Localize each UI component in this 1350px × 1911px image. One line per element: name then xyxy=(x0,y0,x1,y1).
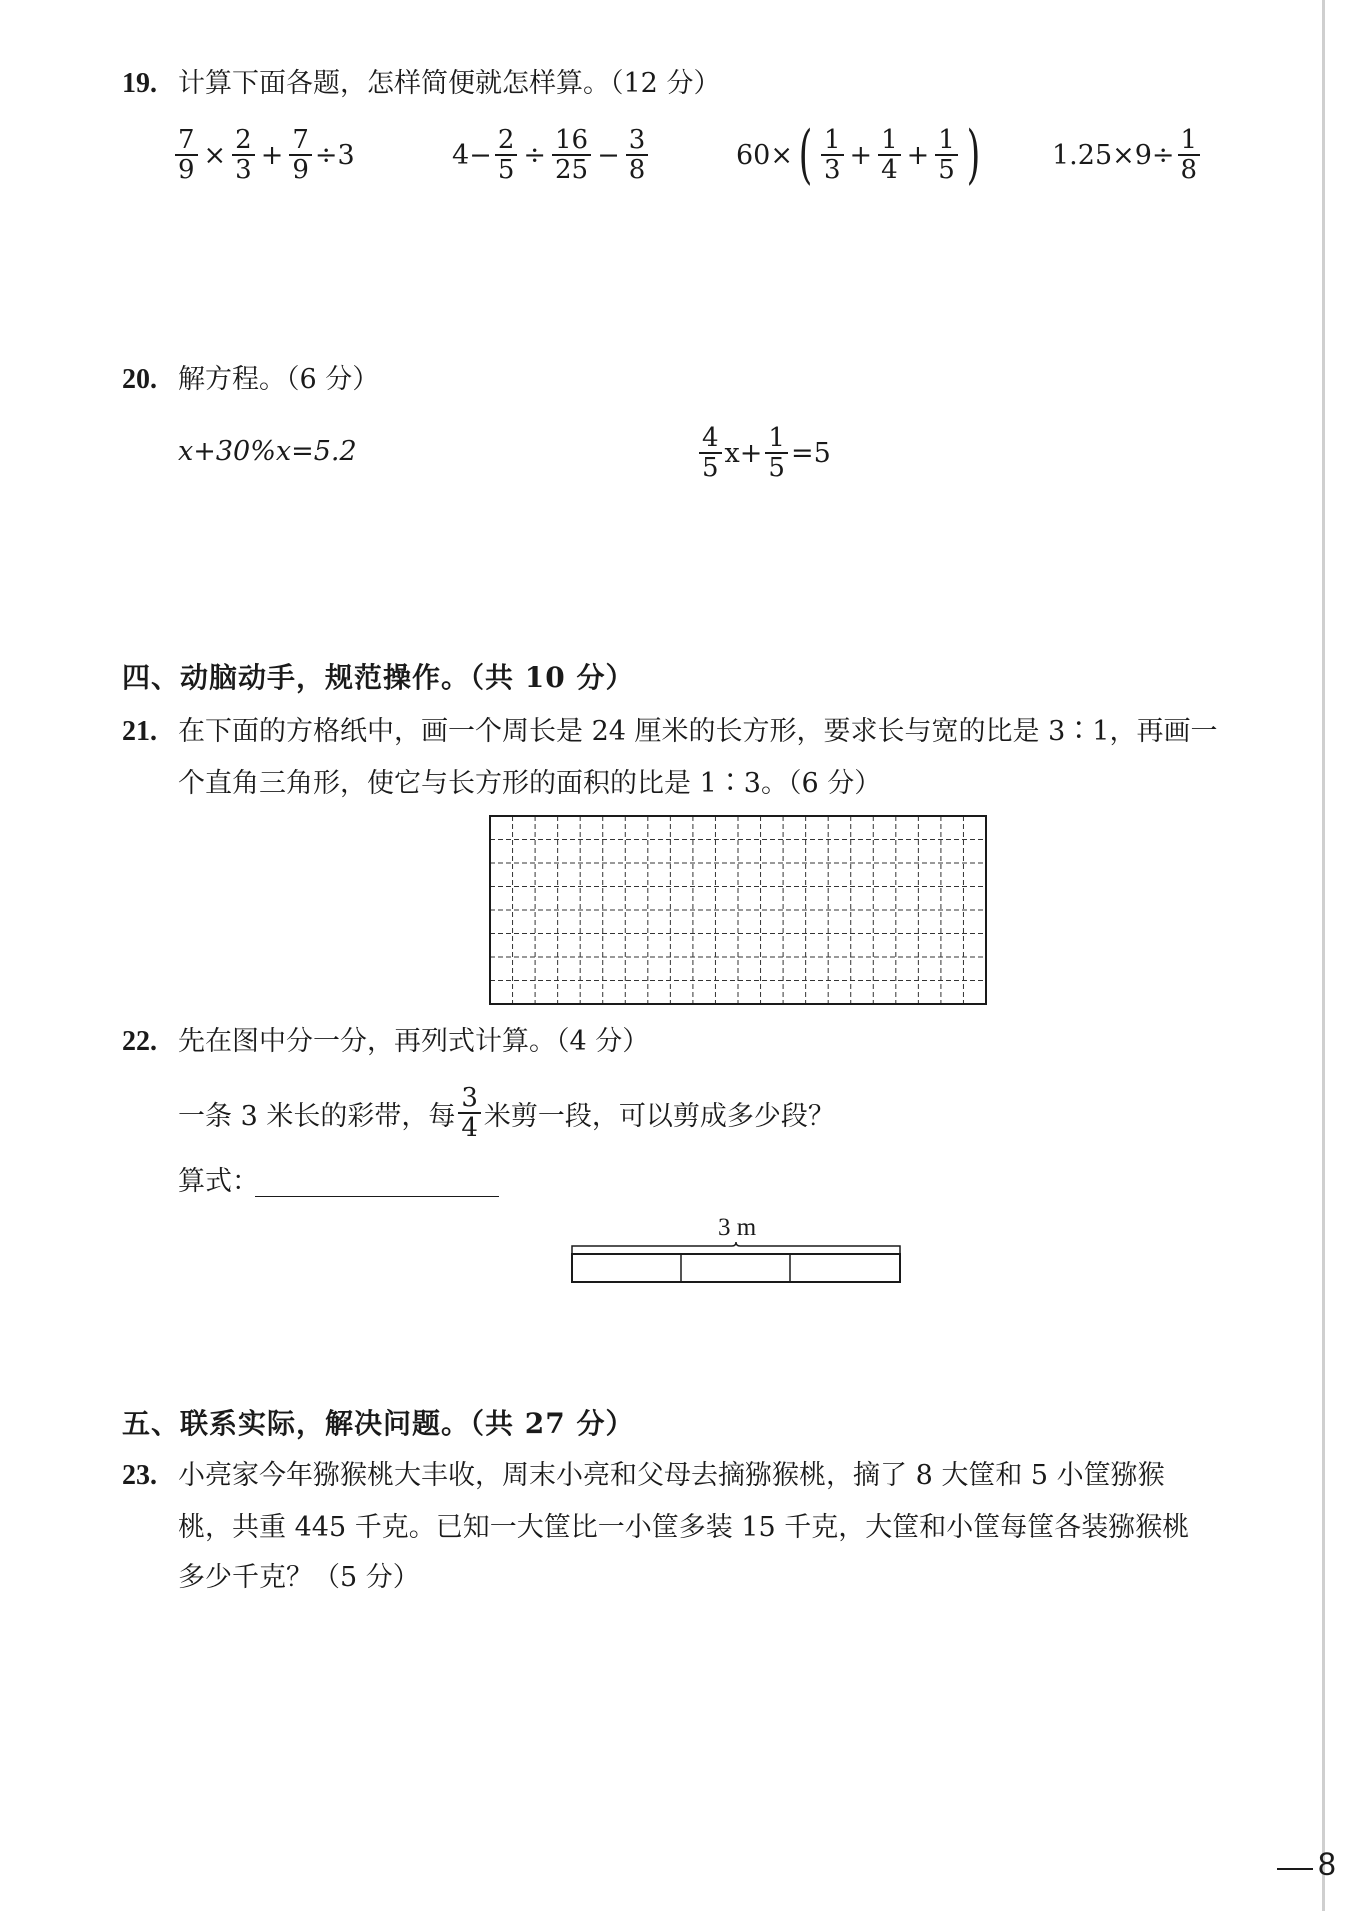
question-23-line-2: 桃，共重 445 千克。已知一大筐比一小筐多装 15 千克，大筐和小筐每筐各装猕猴桃 xyxy=(178,1512,1190,1543)
question-21-line-1: 在下面的方格纸中，画一个周长是 24 厘米的长方形，要求长与宽的比是 3∶1，再画一 xyxy=(178,716,1218,747)
grid-paper[interactable] xyxy=(488,814,988,1006)
q19-expression-3: 60× ( $\frac{1}{3}$ + $\frac{1}{4}$ + $\frac{1}{5}$ ) xyxy=(736,118,981,192)
question-19-number: 19. xyxy=(122,68,157,99)
fraction: $\frac{3}{8}$ xyxy=(626,126,649,184)
fraction: $\frac{3}{4}$ xyxy=(458,1084,481,1142)
question-23-line-3: 多少千克？（5 分） xyxy=(178,1562,420,1593)
fraction: $\frac{1}{8}$ xyxy=(1178,126,1201,184)
question-23-line-1: 小亮家今年猕猴桃大丰收，周末小亮和父母去摘猕猴桃，摘了 8 大筐和 5 小筐猕猴 xyxy=(178,1460,1165,1491)
fraction: $\frac{1}{5}$ xyxy=(765,424,788,482)
question-20-number: 20. xyxy=(122,364,157,395)
section-4-title: 四、动脑动手，规范操作。（共 10 分） xyxy=(122,661,635,694)
fraction: $\frac{1}{5}$ xyxy=(935,126,958,184)
q20-equation-1: x+30%x=5.2 xyxy=(178,436,357,467)
section-5-title: 五、联系实际，解决问题。（共 27 分） xyxy=(122,1407,635,1440)
fraction: $\frac{16}{25}$ xyxy=(552,126,591,184)
q20-equation-2: $\frac{4}{5}$ x+ $\frac{1}{5}$ =5 xyxy=(696,418,831,488)
question-19-text: 计算下面各题，怎样简便就怎样算。（12 分） xyxy=(178,68,721,99)
ribbon-bar xyxy=(572,1254,900,1282)
question-22-text: 先在图中分一分，再列式计算。（4 分） xyxy=(178,1026,650,1057)
question-20-text: 解方程。（6 分） xyxy=(178,364,380,395)
fraction: $\frac{4}{5}$ xyxy=(699,424,722,482)
page-number: 8 xyxy=(1318,1846,1336,1882)
q19-expression-4: 1.25×9÷ $\frac{1}{8}$ xyxy=(1052,120,1203,190)
question-22-number: 22. xyxy=(122,1026,157,1057)
fraction: $\frac{7}{9}$ xyxy=(175,126,198,184)
formula-answer-line[interactable] xyxy=(255,1196,499,1197)
ribbon-diagram[interactable] xyxy=(568,1240,904,1286)
bar-length-label: 3 m xyxy=(718,1214,757,1241)
fraction: $\frac{2}{5}$ xyxy=(495,126,518,184)
fraction: $\frac{1}{4}$ xyxy=(878,126,901,184)
page-number-dash xyxy=(1277,1868,1313,1870)
q19-expression-1: $\frac{7}{9}$ × $\frac{2}{3}$ + $\frac{7}{9}$ ÷3 xyxy=(172,120,355,190)
page-edge xyxy=(1322,0,1325,1911)
length-brace xyxy=(572,1242,900,1254)
fraction: $\frac{7}{9}$ xyxy=(289,126,312,184)
question-21-line-2: 个直角三角形，使它与长方形的面积的比是 1∶3。（6 分） xyxy=(178,768,882,799)
formula-label: 算式： xyxy=(178,1166,259,1197)
q19-expression-2: 4− $\frac{2}{5}$ ÷ $\frac{16}{25}$ − $\frac{3}{8}$ xyxy=(452,120,651,190)
q22-problem: 一条 3 米长的彩带，每 $\frac{3}{4}$ 米剪一段，可以剪成多少段？ xyxy=(178,1083,835,1143)
question-21-number: 21. xyxy=(122,716,157,747)
question-23-number: 23. xyxy=(122,1460,157,1491)
fraction: $\frac{1}{3}$ xyxy=(821,126,844,184)
fraction: $\frac{2}{3}$ xyxy=(232,126,255,184)
